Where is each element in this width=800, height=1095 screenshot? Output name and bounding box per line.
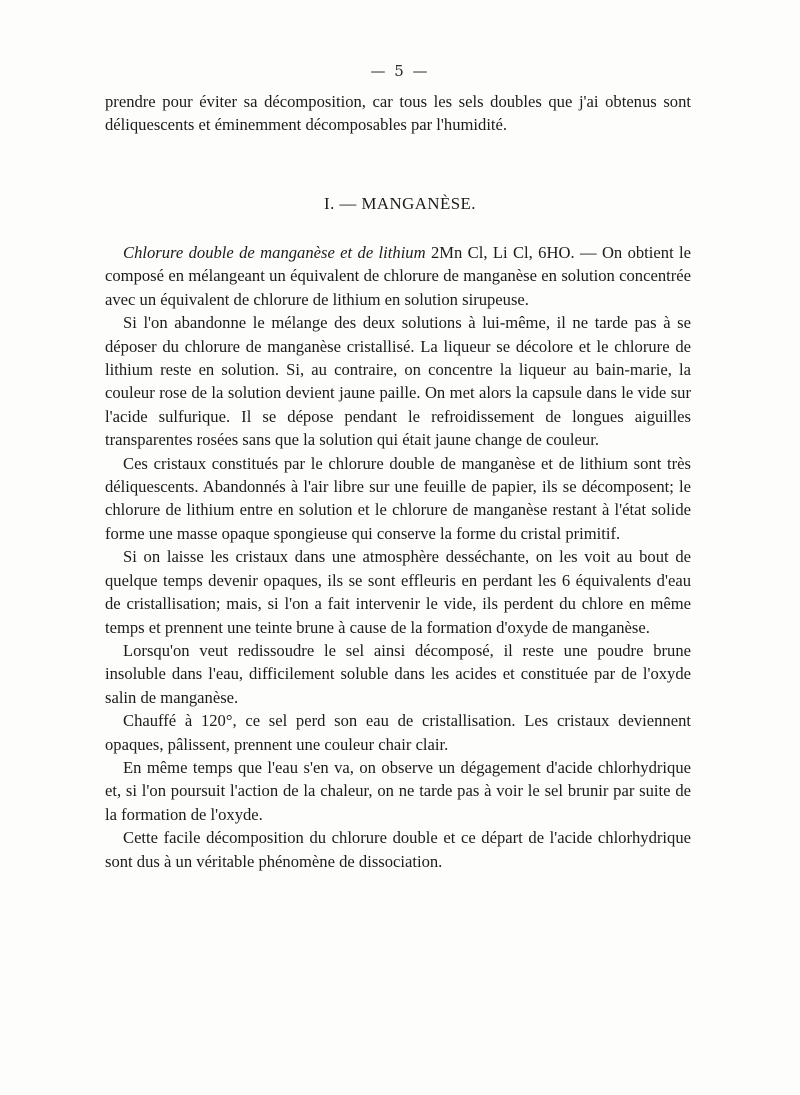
section-heading: I. — MANGANÈSE. <box>323 194 476 213</box>
paragraph: En même temps que l'eau s'en va, on observe un dégagement d'acide chlorhydrique et, si l'on poursuit l'action de la chaleur, on ne tarde pas à voir le sel brunir par suite de la formation de l'oxyde. <box>105 757 691 824</box>
body-text <box>105 241 691 873</box>
paragraph: Lorsqu'on veut redissoudre le sel ainsi décomposé, il reste une poudre brune insoluble dans l'eau, difficilement soluble dans les acides et constituée par de l'oxyde salin de manganèse. <box>105 640 691 707</box>
first-paragraph <box>105 241 691 311</box>
paragraph: Si on laisse les cristaux dans une atmosphère desséchante, on les voit au bout de quelque temps devenir opaques, ils se sont effleuris en perdant les 6 équivalents d'eau de cristallisation; mais, si l'on a fait intervenir le vide, ils perdent du chlore en même temps et prennent une teinte brune à cause de la formation d'oxyde de manganèse. <box>105 547 691 637</box>
paragraph: Chauffé à 120°, ce sel perd son eau de cristallisation. Les cristaux deviennent opaques, pâlissent, prennent une couleur chair clair. <box>105 711 691 754</box>
paragraph: Cette facile décomposition du chlorure double et ce départ de l'acide chlorhydrique sont dus à un véritable phénomène de dissociation. <box>105 828 691 871</box>
paragraph: Si l'on abandonne le mélange des deux solutions à lui-même, il ne tarde pas à se déposer du chlorure de manganèse cristallisé. La liqueur se décolore et le chlorure de lithium reste en solution. Si, au contraire, on concentre la liqueur au bain-marie, la couleur rose de la solution devient jaune paille. On met alors la capsule dans le vide sur l'acide sulfurique. Il se dépose pendant le refroidissement de longues aiguilles transparentes rosées sans que la solution qui était jaune change de couleur. <box>105 313 691 450</box>
paragraph: Ces cristaux constitués par le chlorure double de manganèse et de lithium sont très déliquescents. Abandonnés à l'air libre sur une feuille de papier, ils se décomposent; le chlorure de lithium entre en solution et le chlorure de manganèse restant à l'état solide forme une masse opaque spongieuse qui conserve la forme du cristal primitif. <box>105 453 691 543</box>
compound-formula: 2Mn Cl, Li Cl, 6HO. <box>425 243 575 262</box>
page-number: — 5 — <box>370 62 430 80</box>
intro-section <box>105 90 691 137</box>
first-paragraph-text: — On obtient le composé en mélangeant un équivalent de chlorure de manganèse en solution concentrée avec un équivalent de chlorure de lithium en solution sirupeuse. <box>105 243 692 309</box>
compound-name: Chlorure double de manganèse et de lithium <box>123 243 426 262</box>
intro-paragraph: prendre pour éviter sa décomposition, car tous les sels doubles que j'ai obtenus sont déliquescents et éminemment décomposables par l'humidité. <box>105 92 691 135</box>
